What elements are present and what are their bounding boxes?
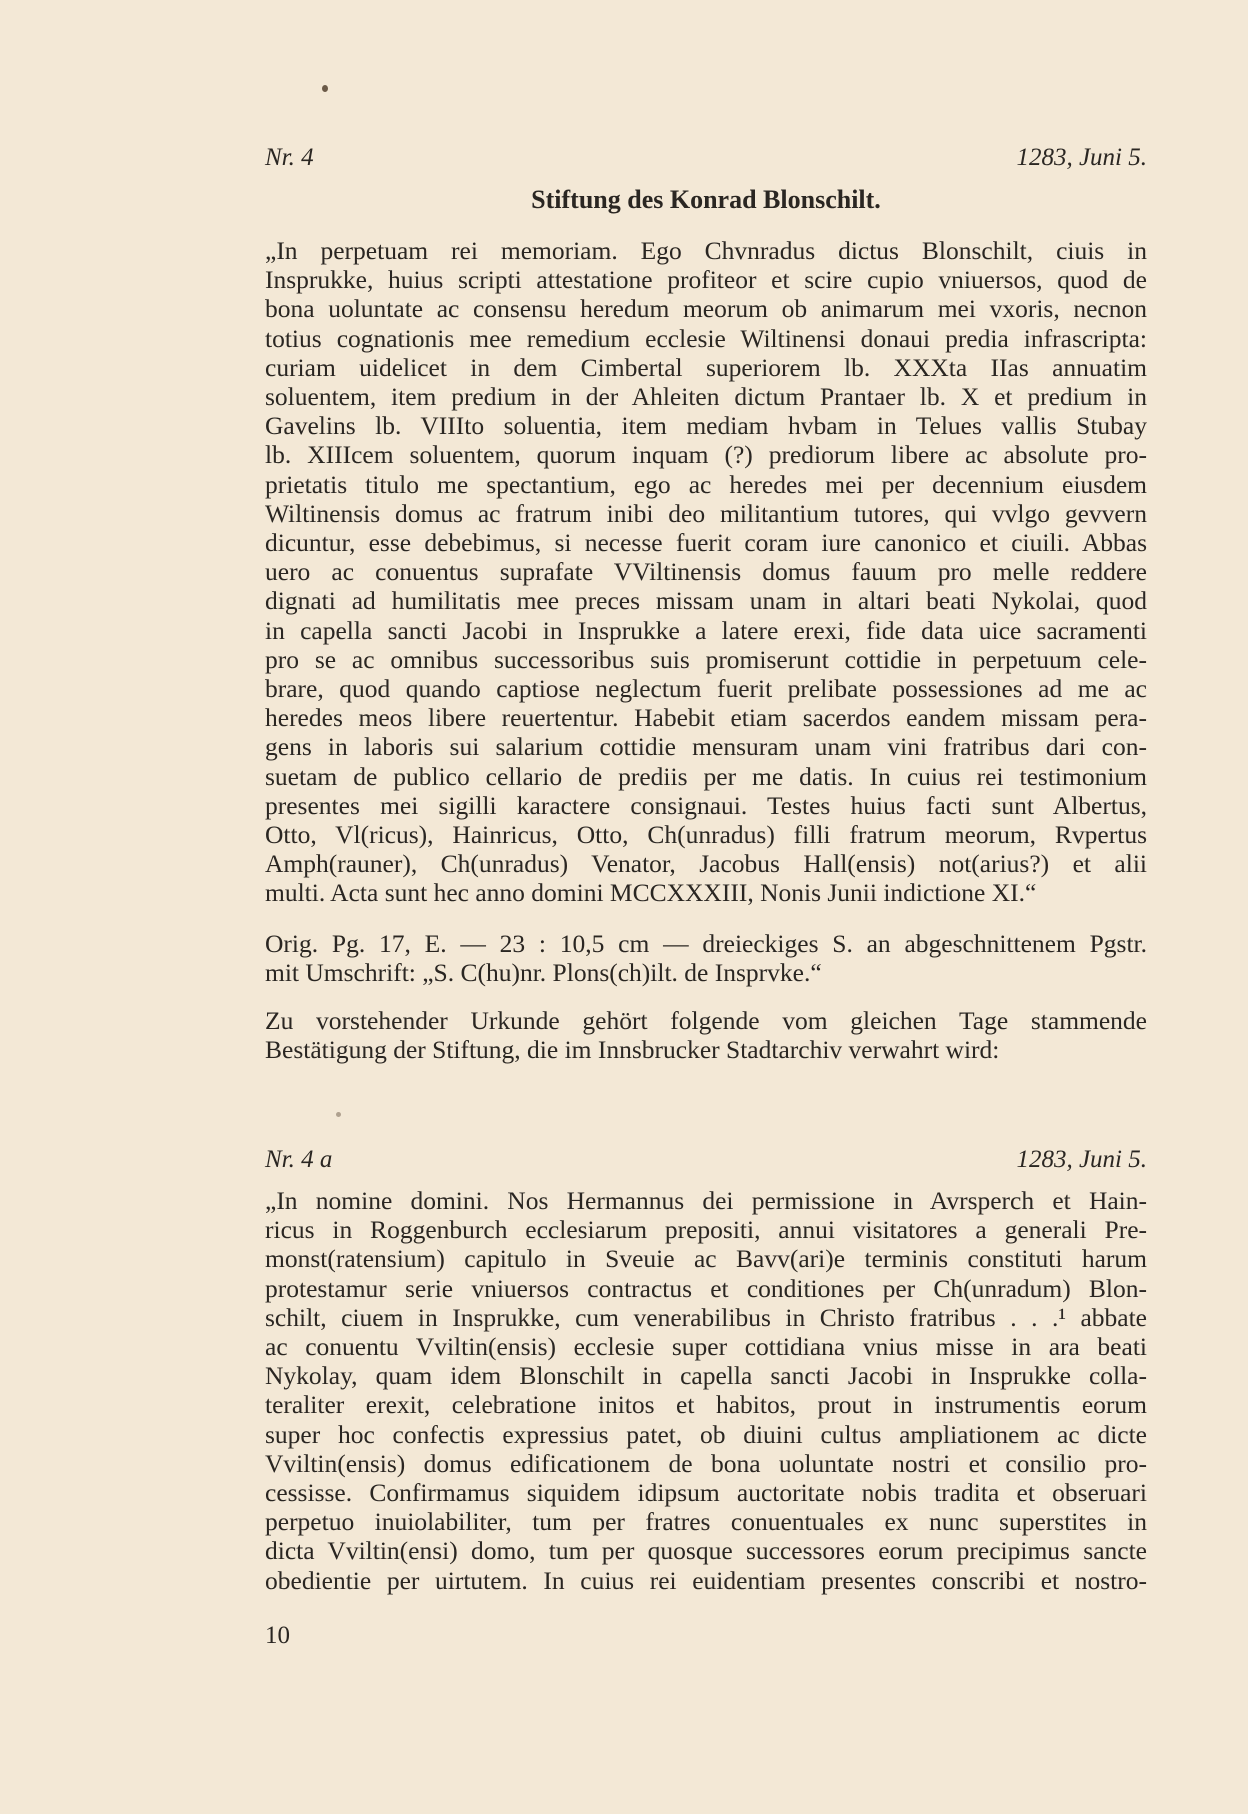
ink-speck bbox=[322, 85, 328, 92]
text-line: mit Umschrift: „S. C(hu)nr. Plons(ch)ilt. de Insprvke.“ bbox=[265, 958, 822, 988]
text-line: Wiltinensis domus ac fratrum inibi deo militantium tutores, qui vvlgo gevvern bbox=[265, 498, 1147, 528]
text-line: bona uoluntate ac consensu heredum meorum ob animarum mei vxoris, necnon bbox=[265, 294, 1147, 324]
text-line: brare, quod quando captiose neglectum fuerit prelibate possessiones ad me ac bbox=[265, 674, 1147, 704]
text-line: Otto, Vl(ricus), Hainricus, Otto, Ch(unradus) filli fratrum meorum, Rvpertus bbox=[265, 820, 1147, 850]
text-line: Gavelins lb. VIIIto soluentia, item mediam hvbam in Telues vallis Stubay bbox=[265, 411, 1147, 441]
text-line: gens in laboris sui salarium cottidie mensuram unam vini fratribus dari con- bbox=[265, 732, 1147, 762]
editorial-remark bbox=[265, 1006, 1147, 1064]
text-line: schilt, ciuem in Insprukke, cum venerabilibus in Christo fratribus . . .¹ abbate bbox=[265, 1302, 1147, 1332]
text-line: super hoc confectis expressius patet, ob diuini cultus ampliationem ac dicte bbox=[265, 1419, 1147, 1449]
text-line: monst(ratensium) capitulo in Sveuie ac Bavv(ari)e terminis constituti harum bbox=[265, 1244, 1147, 1274]
text-line: ricus in Roggenburch ecclesiarum prepositi, annui visitatores a generali Pre- bbox=[265, 1215, 1147, 1245]
text-line: pro se ac omnibus successoribus suis promiserunt cottidie in perpetuum cele- bbox=[265, 644, 1147, 674]
text-line: obedientie per uirtutem. In cuius rei euidentiam presentes conscribi et nostro- bbox=[265, 1565, 1147, 1595]
entry-date: 1283, Juni 5. bbox=[1016, 1146, 1147, 1173]
text-line: presentes mei sigilli karactere consignaui. Testes huius facti sunt Albertus, bbox=[265, 790, 1147, 820]
entry-title: Stiftung des Konrad Blonschilt. bbox=[531, 185, 881, 214]
text-line: totius cognationis mee remedium ecclesie Wiltinensi donaui predia infrascripta: bbox=[265, 323, 1147, 353]
text-line: teraliter erexit, celebratione initos et habitos, prout in instrumentis eorum bbox=[265, 1390, 1147, 1420]
text-line: suetam de publico cellario de prediis per me datis. In cuius rei testimonium bbox=[265, 761, 1147, 791]
entry-number: Nr. 4 a bbox=[265, 1146, 333, 1173]
text-line: multi. Acta sunt hec anno domini MCCXXXIII, Nonis Junii indictione XI.“ bbox=[265, 878, 1037, 908]
text-line: protestamur serie vniuersos contractus et conditiones per Ch(unradum) Blon- bbox=[265, 1273, 1147, 1303]
text-line: Vviltin(ensis) domus edificationem de bona uoluntate nostri et consilio pro- bbox=[265, 1448, 1147, 1478]
text-line: Insprukke, huius scripti attestatione profiteor et scire cupio vniuersos, quod de bbox=[265, 265, 1147, 295]
text-line: lb. XIIIcem soluentem, quorum inquam (?) prediorum libere ac absolute pro- bbox=[265, 440, 1147, 470]
text-line: ac conuentu Vviltin(ensis) ecclesie super cottidiana vnius misse in ara beati bbox=[265, 1332, 1147, 1362]
ink-speck bbox=[336, 1112, 341, 1117]
text-line: Zu vorstehender Urkunde gehört folgende vom gleichen Tage stammende bbox=[265, 1006, 1147, 1035]
text-line: in capella sancti Jacobi in Insprukke a latere erexi, fide data uice sacramenti bbox=[265, 615, 1147, 645]
entry-number: Nr. 4 bbox=[265, 144, 314, 171]
text-line: prietatis titulo me spectantium, ego ac heredes mei per decennium eiusdem bbox=[265, 469, 1147, 499]
text-line: soluentem, item predium in der Ahleiten dictum Prantaer lb. X et predium in bbox=[265, 382, 1147, 412]
text-line: Amph(rauner), Ch(unradus) Venator, Jacobus Hall(ensis) not(arius?) et alii bbox=[265, 849, 1147, 879]
text-line: Bestätigung der Stiftung, die im Innsbrucker Stadtarchiv verwahrt wird: bbox=[265, 1035, 1000, 1065]
text-line: Orig. Pg. 17, E. — 23 : 10,5 cm — dreieckiges S. an abgeschnittenem Pgstr. bbox=[265, 929, 1147, 958]
text-line: Nykolay, quam idem Blonschilt in capella sancti Jacobi in Insprukke colla- bbox=[265, 1361, 1147, 1391]
page-number: 10 bbox=[265, 1622, 290, 1649]
document-text bbox=[265, 1186, 1147, 1595]
source-note bbox=[265, 929, 1147, 987]
text-line: curiam uidelicet in dem Cimbertal superiorem lb. XXXta IIas annuatim bbox=[265, 352, 1147, 382]
text-line: „In perpetuam rei memoriam. Ego Chvnradus dictus Blonschilt, ciuis in bbox=[265, 236, 1147, 265]
text-line: perpetuo inuiolabiliter, tum per fratres conuentuales ex nunc superstites in bbox=[265, 1507, 1147, 1537]
text-line: heredes meos libere reuertentur. Habebit etiam sacerdos eandem missam pera- bbox=[265, 703, 1147, 733]
text-line: dignati ad humilitatis mee preces missam unam in altari beati Nykolai, quod bbox=[265, 586, 1147, 616]
entry-date: 1283, Juni 5. bbox=[1016, 144, 1147, 171]
text-line: cessisse. Confirmamus siquidem idipsum auctoritate nobis tradita et obseruari bbox=[265, 1478, 1147, 1508]
document-text bbox=[265, 236, 1147, 908]
text-line: „In nomine domini. Nos Hermannus dei permissione in Avrsperch et Hain- bbox=[265, 1186, 1147, 1215]
text-line: dicuntur, esse debebimus, si necesse fuerit coram iure canonico et ciuili. Abbas bbox=[265, 528, 1147, 558]
text-line: dicta Vviltin(ensi) domo, tum per quosque successores eorum precipimus sancte bbox=[265, 1536, 1147, 1566]
text-line: uero ac conuentus suprafate VViltinensis domus fauum pro melle reddere bbox=[265, 557, 1147, 587]
